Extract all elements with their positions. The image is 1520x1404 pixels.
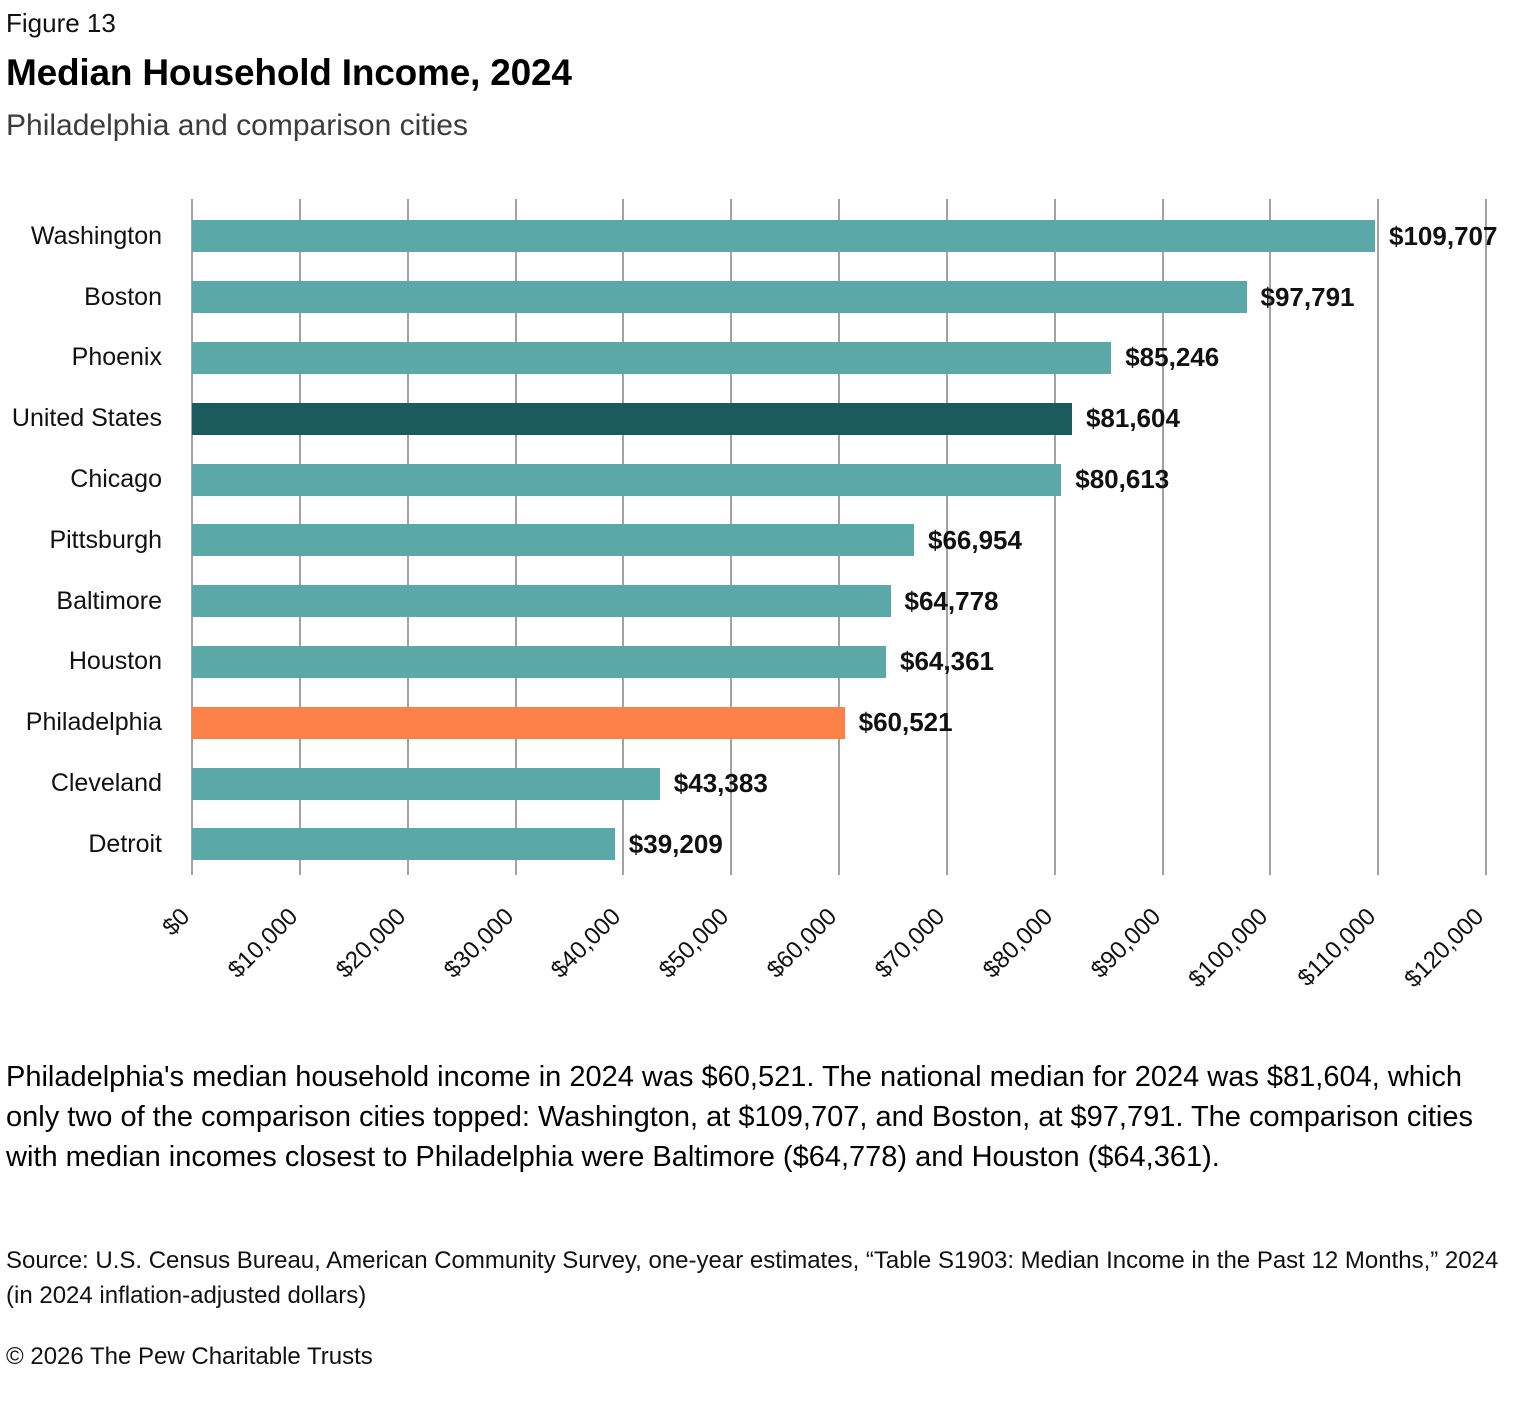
bar-rows	[6, 199, 1498, 875]
x-tick-label: $80,000	[977, 902, 1058, 984]
bar	[192, 220, 1375, 252]
x-tick-label: $0	[157, 902, 196, 941]
bar	[192, 828, 615, 860]
bar-row	[6, 206, 1498, 267]
value-label: $109,707	[1389, 220, 1498, 251]
bar-track	[192, 464, 1486, 496]
bar-chart	[6, 199, 1510, 1015]
category-label: Detroit	[88, 829, 162, 858]
bar	[192, 646, 886, 678]
x-axis	[157, 875, 1490, 1015]
bar-track	[192, 646, 1486, 678]
category-label: Washington	[30, 221, 162, 250]
category-label: Houston	[68, 647, 162, 676]
bar	[192, 342, 1111, 374]
value-label: $43,383	[673, 768, 768, 799]
x-tick-label: $60,000	[761, 902, 843, 984]
bar	[192, 464, 1061, 496]
value-label: $66,954	[927, 524, 1022, 555]
x-tick-label: $70,000	[869, 902, 951, 984]
category-label: Cleveland	[50, 769, 162, 798]
category-label: United States	[11, 404, 162, 433]
bar-row	[6, 267, 1486, 328]
bar-track	[192, 403, 1486, 435]
value-label: $80,613	[1075, 464, 1170, 495]
value-label: $97,791	[1260, 281, 1355, 312]
x-tick-label: $100,000	[1183, 902, 1274, 993]
x-tick-label: $50,000	[653, 902, 735, 984]
bar	[192, 585, 891, 617]
figure-label: Figure 13	[6, 8, 116, 38]
value-label: $81,604	[1085, 403, 1180, 434]
chart-description: Philadelphia's median household income in 2024 was $60,521. The national median for 2024 was $81,604, which only two of the comparison cities topped: Washington, at $109,707, and Boston, at $97,791. The comparison cities with median incomes closest to Philadelphia were Baltimore ($64,778) and Houston ($64,361).	[6, 1060, 1474, 1173]
bar	[192, 281, 1247, 313]
bar-row	[6, 814, 1486, 875]
category-label: Philadelphia	[25, 708, 162, 737]
value-label: $60,521	[858, 707, 953, 738]
bar-row	[6, 692, 1486, 753]
copyright-note: © 2026 The Pew Charitable Trusts	[6, 1342, 373, 1370]
bar-row	[6, 632, 1486, 693]
category-label: Phoenix	[71, 343, 162, 372]
bar-row	[6, 571, 1486, 632]
x-tick-label: $30,000	[438, 902, 519, 984]
bar-track	[192, 828, 1486, 860]
category-label: Boston	[84, 282, 162, 311]
x-tick-label: $90,000	[1085, 902, 1166, 984]
value-label: $64,778	[904, 585, 999, 616]
x-tick-label: $10,000	[222, 902, 304, 984]
category-label: Baltimore	[56, 586, 162, 615]
source-note: Source: U.S. Census Bureau, American Community Survey, one-year estimates, “Table S1903: Median Income in the Past 12 Months,” 2024 (in 2024 inflation-adjusted dollars)	[6, 1246, 1499, 1309]
category-label: Chicago	[70, 465, 162, 494]
bar	[192, 768, 660, 800]
value-label: $39,209	[628, 828, 723, 859]
x-tick-label: $110,000	[1292, 902, 1382, 992]
x-tick-label: $20,000	[330, 902, 411, 984]
chart-subtitle: Philadelphia and comparison cities	[6, 109, 468, 142]
page-title: Median Household Income, 2024	[6, 52, 572, 93]
category-label: Pittsburgh	[49, 525, 162, 554]
bar-row	[6, 510, 1486, 571]
bar-track	[192, 220, 1498, 252]
bar	[192, 524, 914, 556]
bar-track	[192, 707, 1486, 739]
bar-track	[192, 585, 1486, 617]
bar	[192, 707, 845, 739]
bar-row	[6, 449, 1486, 510]
x-tick-label: $120,000	[1399, 902, 1490, 993]
x-tick-label: $40,000	[546, 902, 627, 984]
bar-track	[192, 524, 1486, 556]
plot-wrap	[6, 199, 1498, 875]
value-label: $85,246	[1125, 342, 1220, 373]
bar-track	[192, 768, 1486, 800]
bar-track	[192, 281, 1486, 313]
value-label: $64,361	[900, 646, 994, 677]
bar-track	[192, 342, 1486, 374]
bar-row	[6, 328, 1486, 389]
bar	[192, 403, 1072, 435]
bar-row	[6, 753, 1486, 814]
bar-row	[6, 388, 1486, 449]
